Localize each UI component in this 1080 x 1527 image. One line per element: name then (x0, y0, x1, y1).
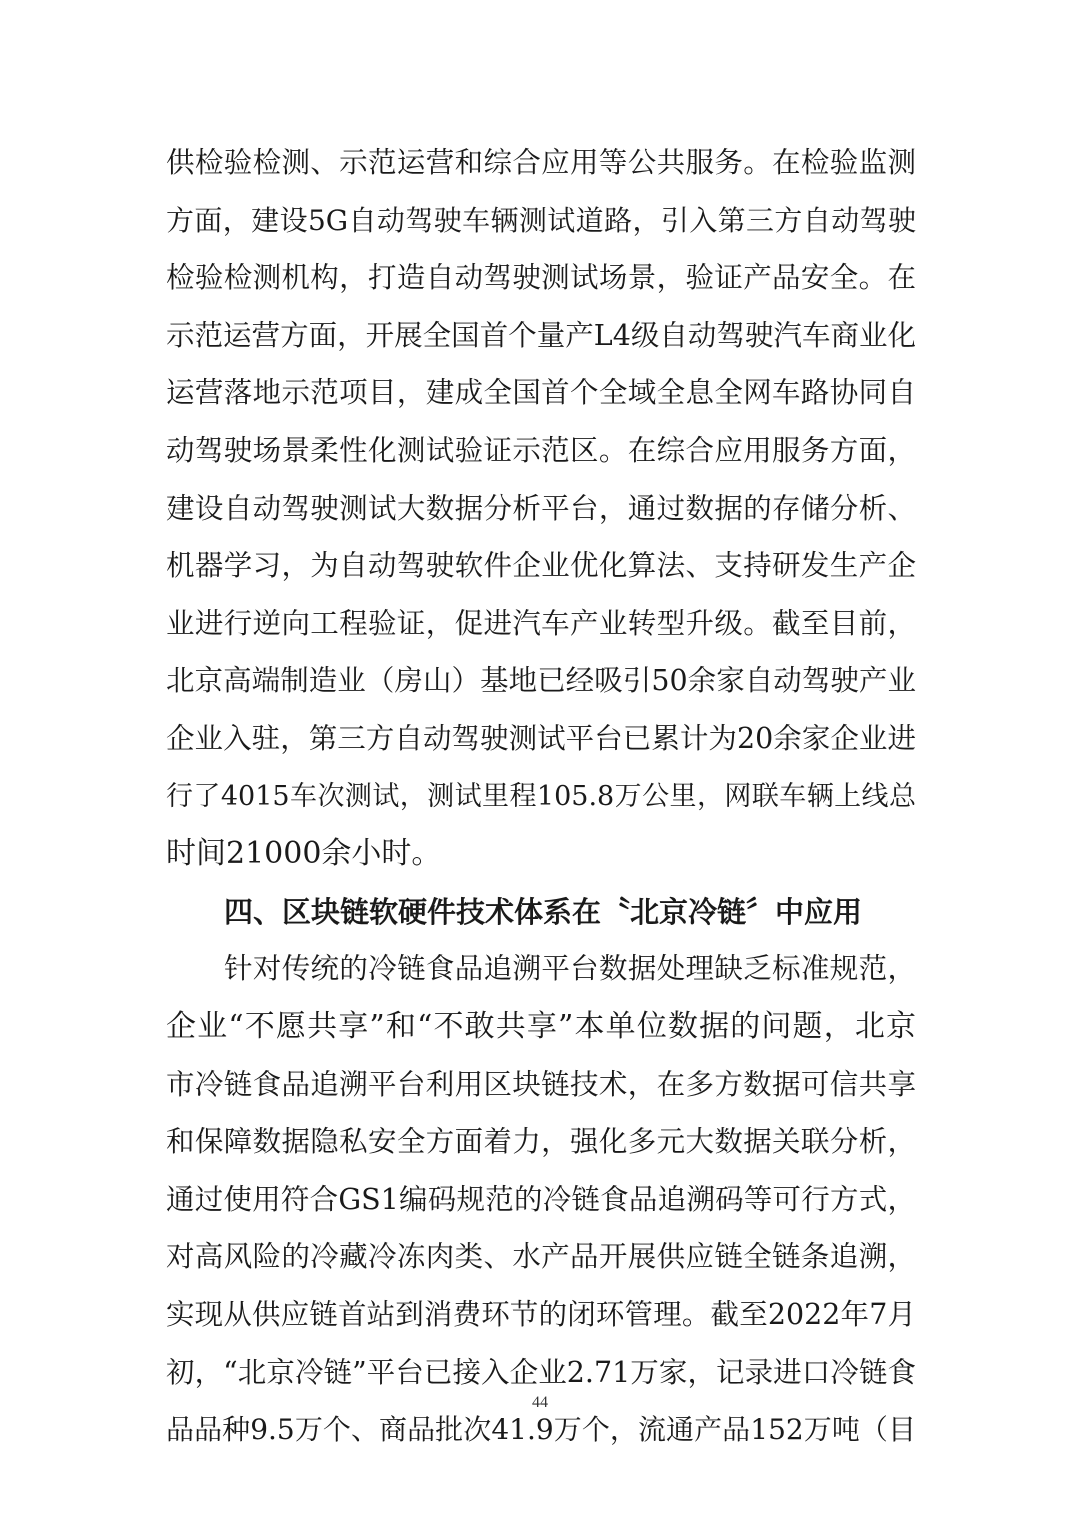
text-line: 运营落地示范项目，建成全国首个全域全息全网车路协同自 (166, 376, 916, 410)
text-line: 动驾驶场景柔性化测试验证示范区。在综合应用服务方面， (166, 434, 916, 467)
text-line: 针对传统的冷链食品追溯平台数据处理缺乏标准规范， (224, 952, 916, 986)
text-line: 企业“不愿共享”和“不敢共享”本单位数据的问题，北京 (166, 1009, 916, 1044)
text-line: 北京高端制造业（房山）基地已经吸引50余家自动驾驶产业 (166, 664, 916, 698)
text-line: 业进行逆向工程验证，促进汽车产业转型升级。截至目前， (166, 606, 916, 640)
text-line: 对高风险的冷藏冷冻肉类、水产品开展供应链全链条追溯， (166, 1240, 916, 1274)
text-line: 供检验检测、示范运营和综合应用等公共服务。在检验监测 (166, 146, 916, 179)
page-number: 44 (532, 1394, 548, 1411)
text-line: 企业入驻，第三方自动驾驶测试平台已累计为20余家企业进 (166, 722, 916, 755)
text-line: 检验检测机构，打造自动驾驶测试场景，验证产品安全。在 (166, 261, 916, 295)
text-line: 行了4015车次测试，测试里程105.8万公里，网联车辆上线总 (166, 780, 916, 812)
text-line: 实现从供应链首站到消费环节的闭环管理。截至2022年7月 (166, 1298, 916, 1331)
text-line: 方面，建设5G自动驾驶车辆测试道路，引入第三方自动驾驶 (166, 203, 916, 237)
text-line: 品品种9.5万个、商品批次41.9万个，流通产品152万吨（目 (166, 1413, 916, 1447)
text-line: 建设自动驾驶测试大数据分析平台，通过数据的存储分析、 (166, 491, 916, 525)
text-line: 初，“北京冷链”平台已接入企业2.71万家，记录进口冷链食 (166, 1355, 916, 1389)
text-line: 机器学习，为自动驾驶软件企业优化算法、支持研发生产企 (166, 549, 916, 583)
text-line: 市冷链食品追溯平台利用区块链技术，在多方数据可信共享 (166, 1067, 916, 1101)
text-line: 示范运营方面，开展全国首个量产L4级自动驾驶汽车商业化 (166, 318, 916, 352)
text-line: 通过使用符合GS1编码规范的冷链食品追溯码等可行方式， (166, 1182, 916, 1216)
section-heading: 四、区块链软硬件技术体系在〝北京冷链〞中应用 (224, 894, 863, 929)
text-line: 时间21000余小时。 (166, 836, 442, 872)
text-line: 和保障数据隐私安全方面着力，强化多元大数据关联分析， (166, 1125, 916, 1159)
